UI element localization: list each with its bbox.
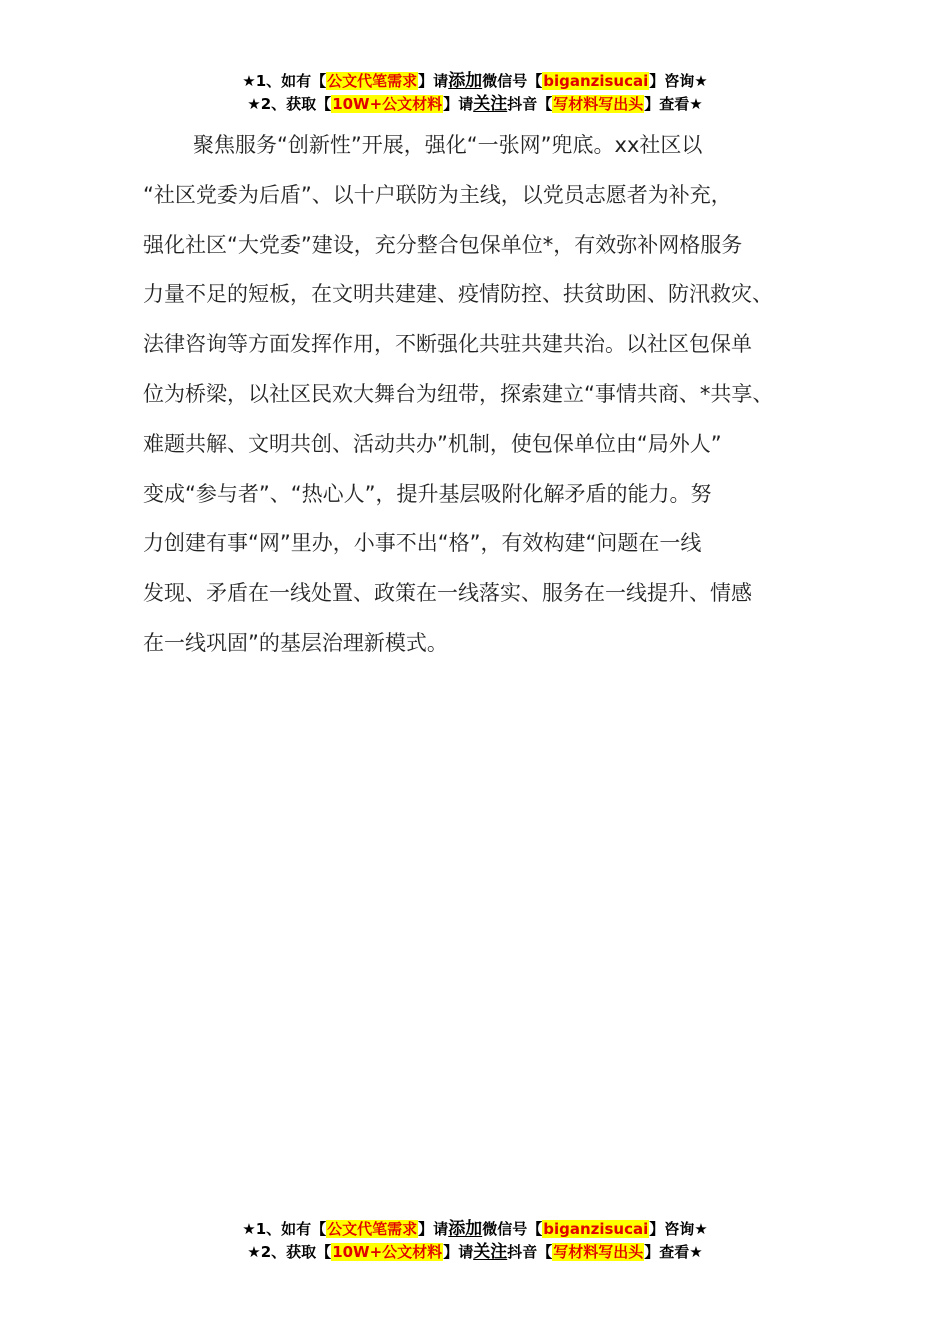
banner-text: 】咨询★ (649, 1220, 708, 1238)
banner-text: ★2、获取【 (247, 1243, 332, 1261)
highlight-service: 公文代笔需求 (327, 1220, 418, 1238)
banner-text: 】请 (443, 95, 474, 113)
highlight-wechat-id: biganzisucai (543, 72, 649, 90)
banner-text: 】咨询★ (649, 72, 708, 90)
paragraph-line: 变成“参与者”、“热心人”，提升基层吸附化解矛盾的能力。努 (143, 481, 712, 506)
banner-text: ★1、如有【 (242, 1220, 327, 1238)
banner-text: 】请 (443, 1243, 474, 1261)
paragraph-line: 聚焦服务“创新性”开展，强化“一张网”兜底。xx社区以 (193, 133, 703, 157)
article-paragraph (143, 126, 823, 674)
paragraph-line: 难题共解、文明共创、活动共办”机制，使包保单位由“局外人” (143, 431, 722, 456)
banner-text: 抖音【 (507, 95, 553, 113)
highlight-service: 公文代笔需求 (327, 72, 418, 90)
paragraph-line: 力量不足的短板，在文明共建建、疫情防控、扶贫助困、防汛救灾、 (143, 282, 773, 307)
highlight-wechat-id: biganzisucai (543, 1220, 649, 1238)
banner-line-2 (0, 93, 950, 116)
banner-text: ★2、获取【 (247, 95, 332, 113)
banner-text: 微信号【 (482, 1220, 543, 1238)
paragraph-line: 法律咨询等方面发挥作用，不断强化共驻共建共治。以社区包保单 (143, 332, 752, 357)
highlight-douyin-account: 写材料写出头 (553, 1243, 644, 1261)
banner-text: 】查看★ (644, 1243, 703, 1261)
banner-text: ★1、如有【 (242, 72, 327, 90)
paragraph-line: 位为桥梁，以社区民欢大舞台为纽带，探索建立“事情共商、*共享、 (143, 381, 774, 406)
banner-text: 】查看★ (644, 95, 703, 113)
banner-text: 】请 (418, 72, 449, 90)
highlight-materials: 10W+公文材料 (332, 95, 443, 113)
emphasis-text: 添加 (448, 1219, 483, 1239)
header-banner (0, 70, 950, 116)
paragraph-line: 力创建有事“网”里办，小事不出“格”，有效构建“问题在一线 (143, 531, 702, 556)
highlight-materials: 10W+公文材料 (332, 1243, 443, 1261)
banner-line-1 (0, 70, 950, 93)
footer-banner (0, 1218, 950, 1264)
emphasis-text: 关注 (473, 94, 508, 114)
paragraph-line: 在一线巩固”的基层治理新模式。 (143, 630, 448, 655)
banner-text: 抖音【 (507, 1243, 553, 1261)
paragraph-line: “社区党委为后盾”、以十户联防为主线，以党员志愿者为补充， (143, 182, 732, 207)
highlight-douyin-account: 写材料写出头 (553, 95, 644, 113)
banner-text: 微信号【 (482, 72, 543, 90)
paragraph-line: 强化社区“大党委”建设，充分整合包保单位*，有效弥补网格服务 (143, 232, 743, 257)
emphasis-text: 关注 (473, 1242, 508, 1262)
banner-text: 】请 (418, 1220, 449, 1238)
banner-line-2 (0, 1241, 950, 1264)
banner-line-1 (0, 1218, 950, 1241)
paragraph-line: 发现、矛盾在一线处置、政策在一线落实、服务在一线提升、情感 (143, 581, 752, 606)
emphasis-text: 添加 (448, 71, 483, 91)
